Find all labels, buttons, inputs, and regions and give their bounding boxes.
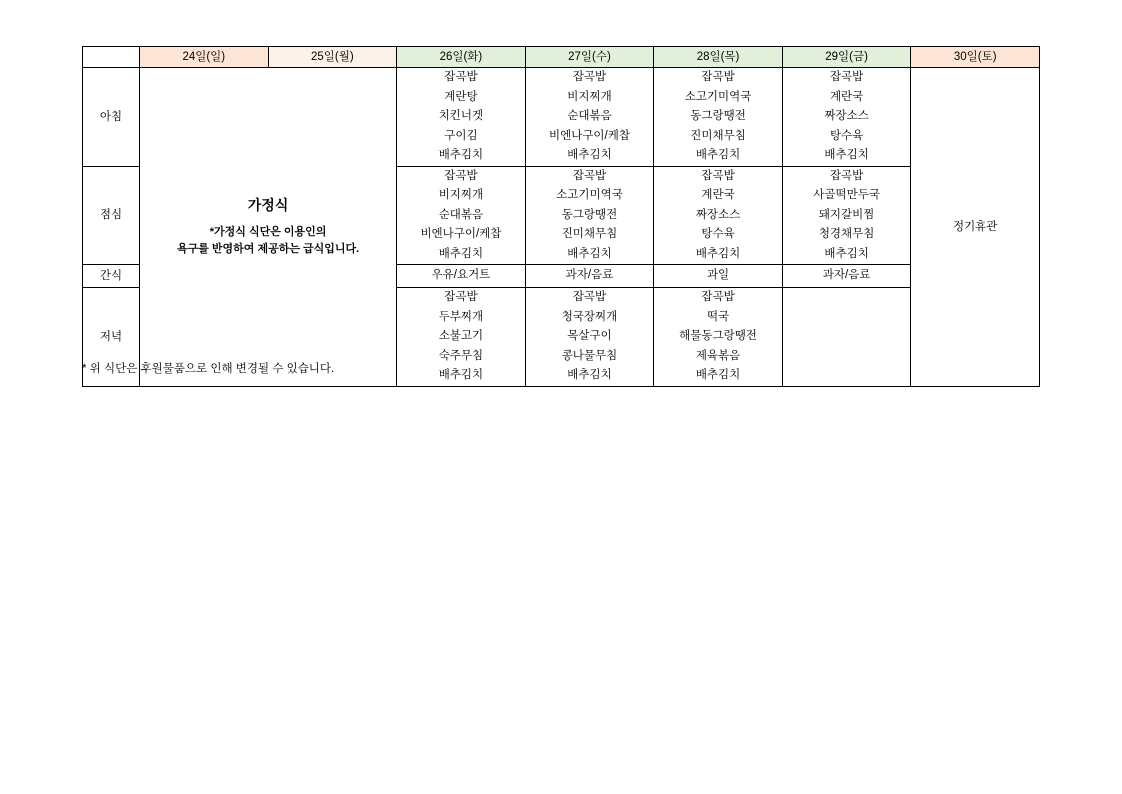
menu-items <box>654 68 782 166</box>
menu-item: 두부찌개 <box>438 310 484 323</box>
cell-dinner-wednesday <box>525 288 654 387</box>
menu-item: 배추김치 <box>438 149 484 161</box>
menu-item: 목살구이 <box>567 330 612 342</box>
home-meal-note-line2: 욕구를 반영하여 제공하는 급식입니다. <box>176 242 360 255</box>
menu-item: 과일 <box>706 269 730 282</box>
menu-items <box>654 265 782 287</box>
table-row-breakfast <box>83 68 1040 167</box>
menu-item: 순대볶음 <box>567 110 612 122</box>
menu-items <box>526 167 654 265</box>
menu-item: 치킨너겟 <box>438 110 484 122</box>
header-day-thursday: 28일(목) <box>654 47 783 68</box>
menu-item: 짜장소스 <box>824 110 869 122</box>
menu-item: 순대볶음 <box>438 208 484 221</box>
closed-saturday-cell: 정기휴관 <box>911 68 1040 387</box>
menu-items <box>397 288 525 386</box>
header-corner-blank <box>83 47 140 68</box>
menu-items <box>654 288 782 386</box>
menu-item: 잡곡밥 <box>701 169 735 182</box>
weekly-menu-table <box>82 46 1040 387</box>
menu-item: 계란탕 <box>444 90 478 103</box>
menu-item: 배추김치 <box>695 369 741 381</box>
cell-snack-thursday <box>654 265 783 288</box>
menu-items <box>526 265 654 287</box>
menu-items <box>526 288 654 386</box>
menu-items <box>783 167 911 265</box>
cell-breakfast-tuesday <box>397 68 526 167</box>
menu-item: 소고기미역국 <box>556 189 623 201</box>
menu-items <box>397 265 525 287</box>
cell-snack-wednesday <box>525 265 654 288</box>
menu-item: 비엔나구이/케찹 <box>549 129 630 142</box>
menu-item: 배추김치 <box>567 247 612 260</box>
menu-item: 배추김치 <box>824 247 869 260</box>
menu-item: 비엔나구이/케찹 <box>420 228 502 240</box>
menu-item: 청국장찌개 <box>561 310 618 323</box>
header-day-tuesday: 26일(화) <box>397 47 526 68</box>
menu-item: 잡곡밥 <box>444 169 478 182</box>
header-day-saturday: 30일(토) <box>911 47 1040 68</box>
menu-item: 동그랑땡전 <box>561 208 618 221</box>
menu-item: 떡국 <box>706 310 730 323</box>
table-header <box>83 47 1040 68</box>
menu-item: 비지찌개 <box>567 90 612 103</box>
cell-lunch-wednesday <box>525 166 654 265</box>
menu-item: 제육볶음 <box>695 349 741 362</box>
menu-item: 구이김 <box>444 129 478 142</box>
menu-item: 비지찌개 <box>438 189 484 201</box>
menu-item: 청경채무침 <box>818 228 875 240</box>
menu-item: 진미채무침 <box>690 129 746 142</box>
menu-items <box>783 68 911 166</box>
menu-item: 계란국 <box>829 90 864 103</box>
footnote-text: * 위 식단은 후원물품으로 인해 변경될 수 있습니다. <box>82 363 335 375</box>
menu-item: 배추김치 <box>567 149 612 161</box>
menu-item: 해물동그랑땡전 <box>679 330 757 342</box>
menu-item: 잡곡밥 <box>444 291 478 303</box>
menu-item: 잡곡밥 <box>572 169 607 182</box>
menu-items <box>783 288 911 386</box>
cell-dinner-tuesday <box>397 288 526 387</box>
header-day-friday: 29일(금) <box>782 47 911 68</box>
menu-items <box>654 167 782 265</box>
menu-item: 돼지갈비찜 <box>818 208 875 221</box>
cell-lunch-thursday <box>654 166 783 265</box>
menu-item: 배추김치 <box>438 247 484 260</box>
cell-breakfast-wednesday <box>525 68 654 167</box>
menu-items <box>526 68 654 166</box>
menu-item: 사골떡만두국 <box>813 189 880 201</box>
menu-items <box>397 68 525 166</box>
menu-item: 과자/음료 <box>565 269 614 282</box>
menu-item: 과자/음료 <box>822 269 871 282</box>
row-label-dinner: 저녁 <box>83 288 140 387</box>
weekly-menu-table-container <box>82 46 1040 387</box>
cell-snack-friday <box>782 265 911 288</box>
menu-item: 짜장소스 <box>695 208 741 221</box>
row-label-snack: 간식 <box>83 265 140 288</box>
menu-item: 소고기미역국 <box>684 90 752 103</box>
menu-item: 숙주무침 <box>438 349 484 362</box>
menu-item: 우유/요거트 <box>431 269 491 282</box>
menu-item: 잡곡밥 <box>572 291 607 303</box>
cell-lunch-tuesday <box>397 166 526 265</box>
menu-item: 배추김치 <box>438 369 484 381</box>
menu-items <box>783 265 911 287</box>
menu-items <box>397 167 525 265</box>
row-label-breakfast: 아침 <box>83 68 140 167</box>
table-body <box>83 68 1040 387</box>
home-meal-note-line1: *가정식 식단은 이용인의 <box>209 225 327 238</box>
menu-item: 동그랑땡전 <box>690 110 746 122</box>
home-meal-title: 가정식 <box>247 196 289 213</box>
menu-item: 잡곡밥 <box>572 71 607 83</box>
header-day-monday: 25일(월) <box>268 47 397 68</box>
cell-dinner-friday <box>782 288 911 387</box>
menu-item: 계란국 <box>701 189 735 201</box>
menu-item: 잡곡밥 <box>444 71 478 83</box>
header-day-sunday: 24일(일) <box>140 47 269 68</box>
menu-item: 배추김치 <box>567 369 612 381</box>
cell-snack-tuesday <box>397 265 526 288</box>
header-day-wednesday: 27일(수) <box>525 47 654 68</box>
menu-item: 소불고기 <box>438 330 484 342</box>
cell-breakfast-friday <box>782 68 911 167</box>
menu-item: 잡곡밥 <box>701 71 735 83</box>
menu-item: 배추김치 <box>695 149 741 161</box>
cell-dinner-thursday <box>654 288 783 387</box>
menu-item: 배추김치 <box>695 247 741 260</box>
menu-item: 잡곡밥 <box>701 291 735 303</box>
menu-item: 콩나물무침 <box>561 349 618 362</box>
menu-item: 탕수육 <box>829 129 864 142</box>
menu-item: 배추김치 <box>824 149 869 161</box>
cell-breakfast-thursday <box>654 68 783 167</box>
cell-lunch-friday <box>782 166 911 265</box>
menu-item: 잡곡밥 <box>829 169 864 182</box>
menu-item: 탕수육 <box>701 228 735 240</box>
menu-item: 잡곡밥 <box>829 71 864 83</box>
menu-item: 진미채무침 <box>561 228 618 240</box>
home-meal-cell <box>140 68 397 387</box>
row-label-lunch: 점심 <box>83 166 140 265</box>
header-row <box>83 47 1040 68</box>
